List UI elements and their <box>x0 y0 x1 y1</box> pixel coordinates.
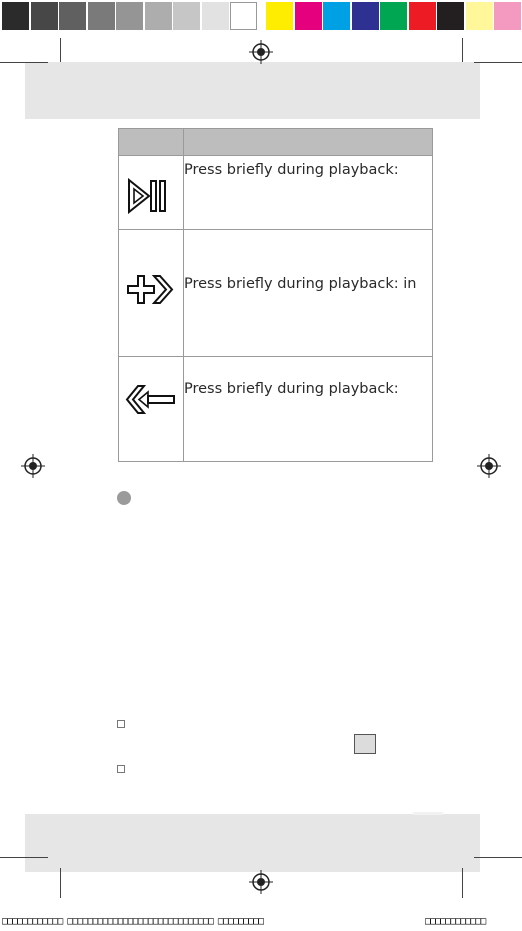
table-header-cell <box>184 129 433 156</box>
color-swatch <box>352 2 379 30</box>
color-swatch <box>202 2 229 30</box>
color-swatch <box>266 2 293 30</box>
color-swatch <box>116 2 143 30</box>
checkbox-marker <box>117 720 125 728</box>
registration-mark-icon <box>476 453 502 479</box>
previous-track-icon <box>124 383 178 417</box>
color-swatch <box>88 2 115 30</box>
registration-mark-icon <box>248 869 274 895</box>
color-swatch <box>173 2 200 30</box>
table-row <box>119 357 433 462</box>
section-bullet <box>117 491 131 505</box>
play-pause-icon <box>127 178 175 214</box>
color-swatch <box>494 2 521 30</box>
table-header-cell <box>119 129 184 156</box>
table-row <box>119 230 433 357</box>
color-swatch <box>295 2 322 30</box>
color-swatch <box>59 2 86 30</box>
color-swatch <box>437 2 464 30</box>
row-description: Press briefly during playback: <box>184 381 399 397</box>
footer-code-right: □□□□□□□□□□□□ <box>425 916 486 927</box>
button-graphic <box>354 734 376 754</box>
table-row <box>119 156 433 230</box>
color-calibration-bar <box>0 0 522 31</box>
row-description: Press briefly during playback: in <box>184 276 417 292</box>
page-number-box <box>413 812 443 815</box>
registration-mark-icon <box>20 453 46 479</box>
volume-up-next-icon <box>124 273 178 307</box>
color-swatch <box>31 2 58 30</box>
crop-mark <box>462 38 463 62</box>
table-text-cell <box>184 357 433 462</box>
table-header-row <box>119 129 433 156</box>
registration-mark-icon <box>248 39 274 65</box>
table-text-cell <box>184 156 433 230</box>
controls-table <box>118 128 433 462</box>
crop-mark <box>60 868 61 898</box>
crop-mark <box>462 868 463 898</box>
crop-mark <box>474 857 522 858</box>
crop-mark <box>0 857 48 858</box>
color-swatch <box>230 2 257 30</box>
checkbox-marker <box>117 765 125 773</box>
footer-code-left: □□□□□□□□□□□□ □□□□□□□□□□□□□□□□□□□□□□□□□□□□□ □□□□□□□□□ <box>2 916 264 927</box>
table-icon-cell <box>119 156 184 230</box>
crop-mark <box>474 62 522 63</box>
color-swatch <box>380 2 407 30</box>
table-icon-cell <box>119 357 184 462</box>
header-band <box>25 62 480 119</box>
table-text-cell <box>184 230 433 357</box>
color-swatch <box>145 2 172 30</box>
crop-mark <box>60 38 61 62</box>
row-description: Press briefly during playback: <box>184 162 399 178</box>
table-icon-cell <box>119 230 184 357</box>
color-swatch <box>2 2 29 30</box>
footer-band <box>25 814 480 872</box>
color-swatch <box>466 2 493 30</box>
crop-mark <box>0 62 48 63</box>
color-swatch <box>409 2 436 30</box>
color-swatch <box>323 2 350 30</box>
